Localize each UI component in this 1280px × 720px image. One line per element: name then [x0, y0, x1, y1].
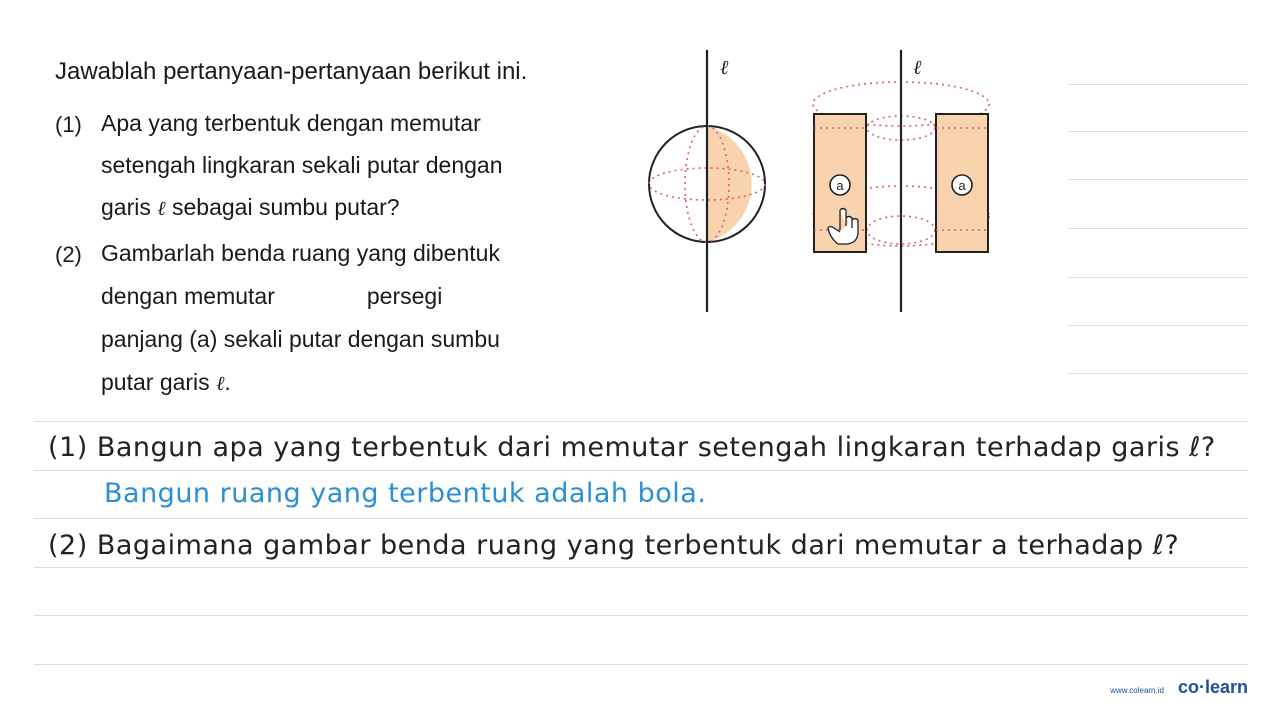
- question-2-number: (2): [55, 242, 82, 267]
- question-2-line-4-post: .: [224, 369, 231, 395]
- question-1-line-1: Apa yang terbentuk dengan memutar: [101, 110, 481, 136]
- rule-line: [34, 664, 1248, 665]
- axis-label-right: ℓ: [913, 55, 922, 79]
- rule-line: [1068, 277, 1248, 278]
- question-2-line-1: Gambarlah benda ruang yang dibentuk: [101, 240, 500, 266]
- rule-line: [1068, 131, 1248, 132]
- question-2-line-2-a: dengan memutar: [101, 283, 275, 309]
- rule-line: [34, 615, 1248, 616]
- question-2-line-4-pre: putar garis: [101, 369, 210, 395]
- rule-line: [1068, 325, 1248, 326]
- question-2-line-4: [101, 367, 231, 398]
- sphere-diagram: [649, 50, 765, 312]
- rotation-figure: [640, 40, 1000, 320]
- question-title: Jawablah pertanyaan-pertanyaan berikut ini.: [55, 58, 528, 85]
- rule-line: [34, 421, 1248, 422]
- rule-line: [1068, 179, 1248, 180]
- label-a-right: a: [958, 178, 966, 193]
- label-a-left: a: [836, 178, 844, 193]
- handwritten-line-2: Bangun ruang yang terbentuk adalah bola.: [104, 478, 707, 509]
- rule-line: [34, 567, 1248, 568]
- rule-line: [34, 518, 1248, 519]
- question-2-line-2-b: persegi: [366, 283, 443, 309]
- question-1-number: (1): [55, 112, 82, 137]
- footer-url: www.colearn.id: [1110, 686, 1164, 695]
- footer: [1110, 677, 1248, 698]
- cylinder-diagram: [813, 50, 989, 312]
- rule-line: [34, 470, 1248, 471]
- brand-logo: co·learn: [1177, 677, 1248, 697]
- axis-label-left: ℓ: [720, 55, 729, 79]
- question-2-line-2: [101, 281, 442, 311]
- rule-line: [1068, 373, 1248, 374]
- ell-symbol: ℓ: [157, 196, 166, 220]
- question-1-line-3-post: sebagai sumbu putar?: [171, 194, 400, 220]
- ell-symbol: ℓ: [216, 371, 225, 395]
- question-2-line-3: panjang (a) sekali putar dengan sumbu: [101, 326, 500, 352]
- rule-line: [1068, 84, 1248, 85]
- question-1-line-2: setengah lingkaran sekali putar dengan: [101, 152, 503, 178]
- handwritten-line-3: (2) Bagaimana gambar benda ruang yang terbentuk dari memutar a terhadap ℓ?: [48, 530, 1180, 561]
- handwritten-line-1: (1) Bangun apa yang terbentuk dari memutar setengah lingkaran terhadap garis ℓ?: [48, 432, 1216, 463]
- question-1-line-3-pre: garis: [101, 194, 151, 220]
- rule-line: [1068, 228, 1248, 229]
- question-1-line-3: [101, 192, 400, 223]
